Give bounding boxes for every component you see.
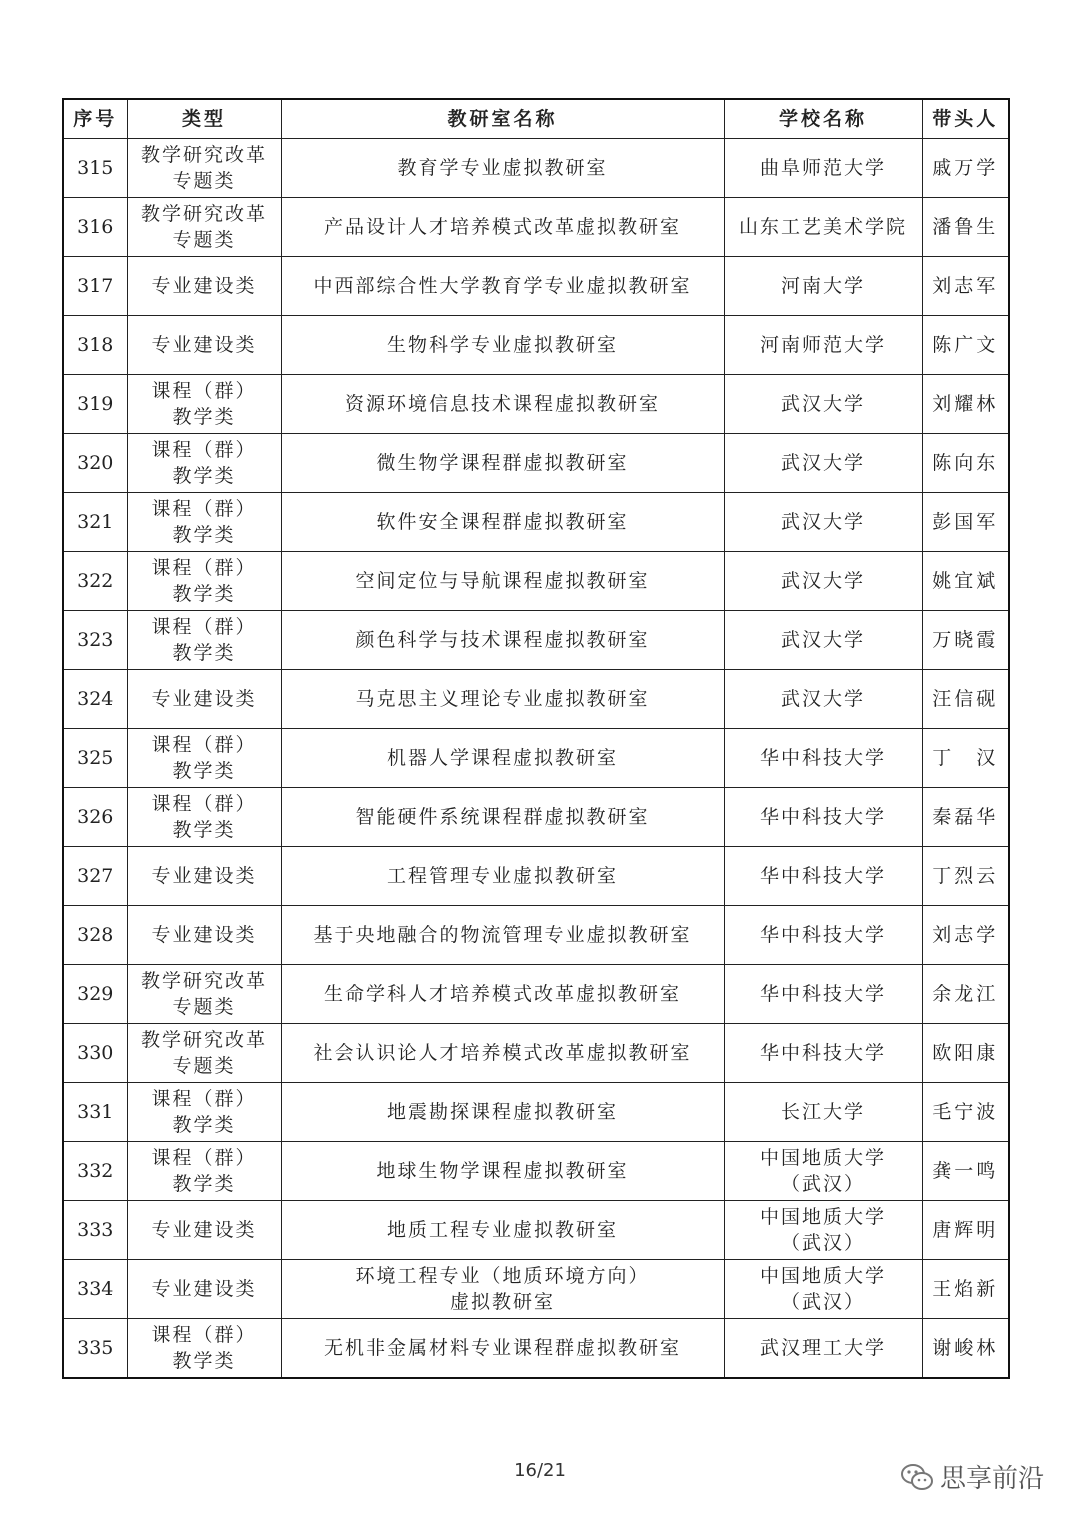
table-row <box>63 1201 1009 1260</box>
cell-type: 专业建设类 <box>127 316 281 375</box>
cell-serial: 335 <box>63 1319 127 1378</box>
cell-leader: 王焰新 <box>922 1260 1009 1319</box>
table-row <box>63 493 1009 552</box>
cell-lab-name: 生物科学专业虚拟教研室 <box>281 316 724 375</box>
cell-leader: 姚宜斌 <box>922 552 1009 611</box>
cell-type: 专业建设类 <box>127 906 281 965</box>
cell-type: 教学研究改革 专题类 <box>127 198 281 257</box>
page-number: 16/21 <box>514 1460 566 1481</box>
cell-leader: 余龙江 <box>922 965 1009 1024</box>
cell-leader: 万晓霞 <box>922 611 1009 670</box>
table-row <box>63 139 1009 198</box>
cell-serial: 327 <box>63 847 127 906</box>
watermark-text: 思享前沿 <box>939 1464 1044 1494</box>
header-school-name: 学校名称 <box>724 99 922 139</box>
cell-lab-name: 颜色科学与技术课程虚拟教研室 <box>281 611 724 670</box>
cell-leader: 秦磊华 <box>922 788 1009 847</box>
cell-school-name: 山东工艺美术学院 <box>724 198 922 257</box>
cell-serial: 330 <box>63 1024 127 1083</box>
cell-type: 课程（群） 教学类 <box>127 552 281 611</box>
cell-lab-name: 微生物学课程群虚拟教研室 <box>281 434 724 493</box>
cell-serial: 324 <box>63 670 127 729</box>
cell-lab-name: 工程管理专业虚拟教研室 <box>281 847 724 906</box>
table-row <box>63 611 1009 670</box>
table-row <box>63 1142 1009 1201</box>
cell-school-name: 武汉大学 <box>724 434 922 493</box>
cell-type: 课程（群） 教学类 <box>127 1083 281 1142</box>
cell-school-name: 曲阜师范大学 <box>724 139 922 198</box>
cell-school-name: 华中科技大学 <box>724 1024 922 1083</box>
cell-type: 课程（群） 教学类 <box>127 788 281 847</box>
cell-serial: 334 <box>63 1260 127 1319</box>
cell-leader: 丁 汉 <box>922 729 1009 788</box>
table-row <box>63 1083 1009 1142</box>
cell-lab-name: 地球生物学课程虚拟教研室 <box>281 1142 724 1201</box>
cell-school-name: 华中科技大学 <box>724 788 922 847</box>
source-watermark <box>900 1458 1044 1495</box>
cell-lab-name: 软件安全课程群虚拟教研室 <box>281 493 724 552</box>
cell-leader: 戚万学 <box>922 139 1009 198</box>
cell-lab-name: 智能硬件系统课程群虚拟教研室 <box>281 788 724 847</box>
table-row <box>63 1319 1009 1378</box>
table-row <box>63 1260 1009 1319</box>
cell-lab-name: 中西部综合性大学教育学专业虚拟教研室 <box>281 257 724 316</box>
cell-school-name: 武汉大学 <box>724 493 922 552</box>
cell-leader: 丁烈云 <box>922 847 1009 906</box>
table-row <box>63 906 1009 965</box>
cell-school-name: 武汉理工大学 <box>724 1319 922 1378</box>
cell-leader: 汪信砚 <box>922 670 1009 729</box>
cell-type: 教学研究改革 专题类 <box>127 1024 281 1083</box>
cell-lab-name: 生命学科人才培养模式改革虚拟教研室 <box>281 965 724 1024</box>
cell-serial: 326 <box>63 788 127 847</box>
cell-school-name: 河南师范大学 <box>724 316 922 375</box>
cell-leader: 刘志学 <box>922 906 1009 965</box>
cell-lab-name: 社会认识论人才培养模式改革虚拟教研室 <box>281 1024 724 1083</box>
cell-serial: 328 <box>63 906 127 965</box>
cell-type: 课程（群） 教学类 <box>127 611 281 670</box>
document-sheet <box>62 98 1008 1379</box>
cell-lab-name: 空间定位与导航课程虚拟教研室 <box>281 552 724 611</box>
cell-school-name: 长江大学 <box>724 1083 922 1142</box>
table-row <box>63 198 1009 257</box>
table-row <box>63 965 1009 1024</box>
cell-lab-name: 环境工程专业（地质环境方向） 虚拟教研室 <box>281 1260 724 1319</box>
table-row <box>63 729 1009 788</box>
cell-type: 课程（群） 教学类 <box>127 1319 281 1378</box>
cell-type: 课程（群） 教学类 <box>127 493 281 552</box>
cell-leader: 毛宁波 <box>922 1083 1009 1142</box>
cell-type: 课程（群） 教学类 <box>127 375 281 434</box>
cell-leader: 欧阳康 <box>922 1024 1009 1083</box>
cell-school-name: 中国地质大学 （武汉） <box>724 1142 922 1201</box>
cell-leader: 刘耀林 <box>922 375 1009 434</box>
table-row <box>63 257 1009 316</box>
table-row <box>63 788 1009 847</box>
cell-serial: 332 <box>63 1142 127 1201</box>
cell-school-name: 中国地质大学 （武汉） <box>724 1260 922 1319</box>
cell-leader: 陈广文 <box>922 316 1009 375</box>
cell-type: 专业建设类 <box>127 1260 281 1319</box>
cell-school-name: 武汉大学 <box>724 670 922 729</box>
cell-type: 专业建设类 <box>127 257 281 316</box>
table-row <box>63 1024 1009 1083</box>
cell-school-name: 华中科技大学 <box>724 729 922 788</box>
cell-leader: 龚一鸣 <box>922 1142 1009 1201</box>
table-body <box>63 139 1009 1378</box>
cell-leader: 谢峻林 <box>922 1319 1009 1378</box>
cell-serial: 333 <box>63 1201 127 1260</box>
table-row <box>63 316 1009 375</box>
header-serial: 序号 <box>63 99 127 139</box>
header-type: 类型 <box>127 99 281 139</box>
cell-serial: 317 <box>63 257 127 316</box>
cell-serial: 323 <box>63 611 127 670</box>
cell-serial: 325 <box>63 729 127 788</box>
cell-lab-name: 基于央地融合的物流管理专业虚拟教研室 <box>281 906 724 965</box>
cell-lab-name: 资源环境信息技术课程虚拟教研室 <box>281 375 724 434</box>
cell-serial: 329 <box>63 965 127 1024</box>
cell-leader: 彭国军 <box>922 493 1009 552</box>
table-row <box>63 375 1009 434</box>
wechat-icon <box>900 1462 934 1492</box>
cell-serial: 322 <box>63 552 127 611</box>
cell-school-name: 武汉大学 <box>724 552 922 611</box>
table-header-row <box>63 99 1009 139</box>
cell-type: 教学研究改革 专题类 <box>127 139 281 198</box>
header-leader: 带头人 <box>922 99 1009 139</box>
cell-school-name: 华中科技大学 <box>724 847 922 906</box>
cell-type: 专业建设类 <box>127 847 281 906</box>
cell-type: 课程（群） 教学类 <box>127 434 281 493</box>
cell-serial: 331 <box>63 1083 127 1142</box>
cell-school-name: 华中科技大学 <box>724 906 922 965</box>
lab-list-table <box>62 98 1010 1379</box>
cell-lab-name: 马克思主义理论专业虚拟教研室 <box>281 670 724 729</box>
table-row <box>63 434 1009 493</box>
cell-lab-name: 机器人学课程虚拟教研室 <box>281 729 724 788</box>
cell-lab-name: 教育学专业虚拟教研室 <box>281 139 724 198</box>
cell-serial: 316 <box>63 198 127 257</box>
table-row <box>63 847 1009 906</box>
cell-serial: 315 <box>63 139 127 198</box>
cell-type: 专业建设类 <box>127 1201 281 1260</box>
cell-school-name: 中国地质大学 （武汉） <box>724 1201 922 1260</box>
cell-school-name: 河南大学 <box>724 257 922 316</box>
cell-serial: 319 <box>63 375 127 434</box>
cell-leader: 刘志军 <box>922 257 1009 316</box>
cell-type: 课程（群） 教学类 <box>127 729 281 788</box>
cell-lab-name: 地震勘探课程虚拟教研室 <box>281 1083 724 1142</box>
cell-type: 专业建设类 <box>127 670 281 729</box>
cell-school-name: 武汉大学 <box>724 375 922 434</box>
cell-lab-name: 产品设计人才培养模式改革虚拟教研室 <box>281 198 724 257</box>
cell-school-name: 华中科技大学 <box>724 965 922 1024</box>
cell-leader: 陈向东 <box>922 434 1009 493</box>
cell-leader: 唐辉明 <box>922 1201 1009 1260</box>
cell-lab-name: 无机非金属材料专业课程群虚拟教研室 <box>281 1319 724 1378</box>
table-row <box>63 670 1009 729</box>
cell-type: 课程（群） 教学类 <box>127 1142 281 1201</box>
cell-type: 教学研究改革 专题类 <box>127 965 281 1024</box>
cell-serial: 320 <box>63 434 127 493</box>
cell-school-name: 武汉大学 <box>724 611 922 670</box>
table-row <box>63 552 1009 611</box>
header-lab-name: 教研室名称 <box>281 99 724 139</box>
cell-leader: 潘鲁生 <box>922 198 1009 257</box>
cell-lab-name: 地质工程专业虚拟教研室 <box>281 1201 724 1260</box>
cell-serial: 321 <box>63 493 127 552</box>
cell-serial: 318 <box>63 316 127 375</box>
